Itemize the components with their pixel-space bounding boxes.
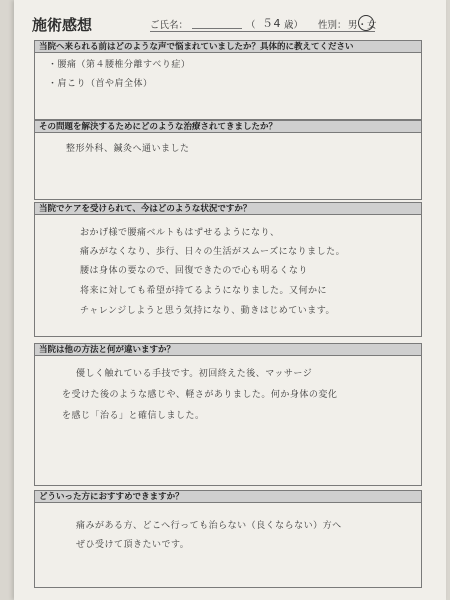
form-title: 施術感想: [32, 16, 93, 34]
answer-3-line-4: 将来に対しても希望が持てるようになりました。又何かに: [80, 286, 328, 296]
age-open: （: [246, 20, 256, 31]
gender-options: 男・女: [348, 20, 377, 31]
age-value: ５4: [262, 17, 281, 30]
answer-1-line-1: ・腰痛（第４腰椎分離すべり症）: [48, 60, 191, 70]
gender-label: 性別：: [318, 20, 347, 31]
answer-1-line-2: ・肩こり（首や肩全体）: [48, 79, 153, 89]
answer-5-line-2: ぜひ受けて頂きたいです。: [76, 540, 190, 550]
question-4: 当院は他の方法と何が違いますか？: [34, 343, 422, 356]
header-underline: [150, 31, 375, 32]
question-5: どういった方におすすめできますか？: [34, 490, 422, 503]
answer-3-line-1: おかげ様で腰痛ベルトもはずせるようになり、: [80, 228, 280, 238]
answer-4-line-2: を受けた後のような感じや、軽さがありました。何か身体の変化: [62, 390, 338, 400]
age-unit: 歳）: [284, 20, 304, 31]
answer-5-line-1: 痛みがある方、どこへ行っても治らない（良くならない）方へ: [76, 521, 342, 531]
answer-4-line-3: を感じ「治る」と確信しました。: [62, 411, 205, 421]
answer-3-line-2: 痛みがなくなり、歩行、日々の生活がスムーズになりました。: [80, 247, 346, 257]
gender-selected-circle: [358, 15, 374, 31]
question-3: 当院でケアを受けられて、今はどのような状況ですか？: [34, 202, 422, 215]
answer-3-line-3: 腰は身体の要なので、回復できたので心も明るくなり: [80, 266, 308, 276]
answer-2-line-1: 整形外科、鍼灸へ通いました: [66, 144, 190, 154]
question-1: 当院へ来られる前はどのような声で悩まれていましたか？具体的に教えてください: [34, 40, 422, 53]
answer-4-line-1: 優しく触れている手技です。初回終えた後、マッサージ: [76, 369, 313, 379]
name-label: ご氏名：: [150, 20, 189, 31]
name-line: [192, 28, 242, 29]
answer-3-line-5: チャレンジしようと思う気持になり、動きはじめています。: [80, 306, 336, 316]
question-2: その問題を解決するためにどのような治療されてきましたか？: [34, 120, 422, 133]
